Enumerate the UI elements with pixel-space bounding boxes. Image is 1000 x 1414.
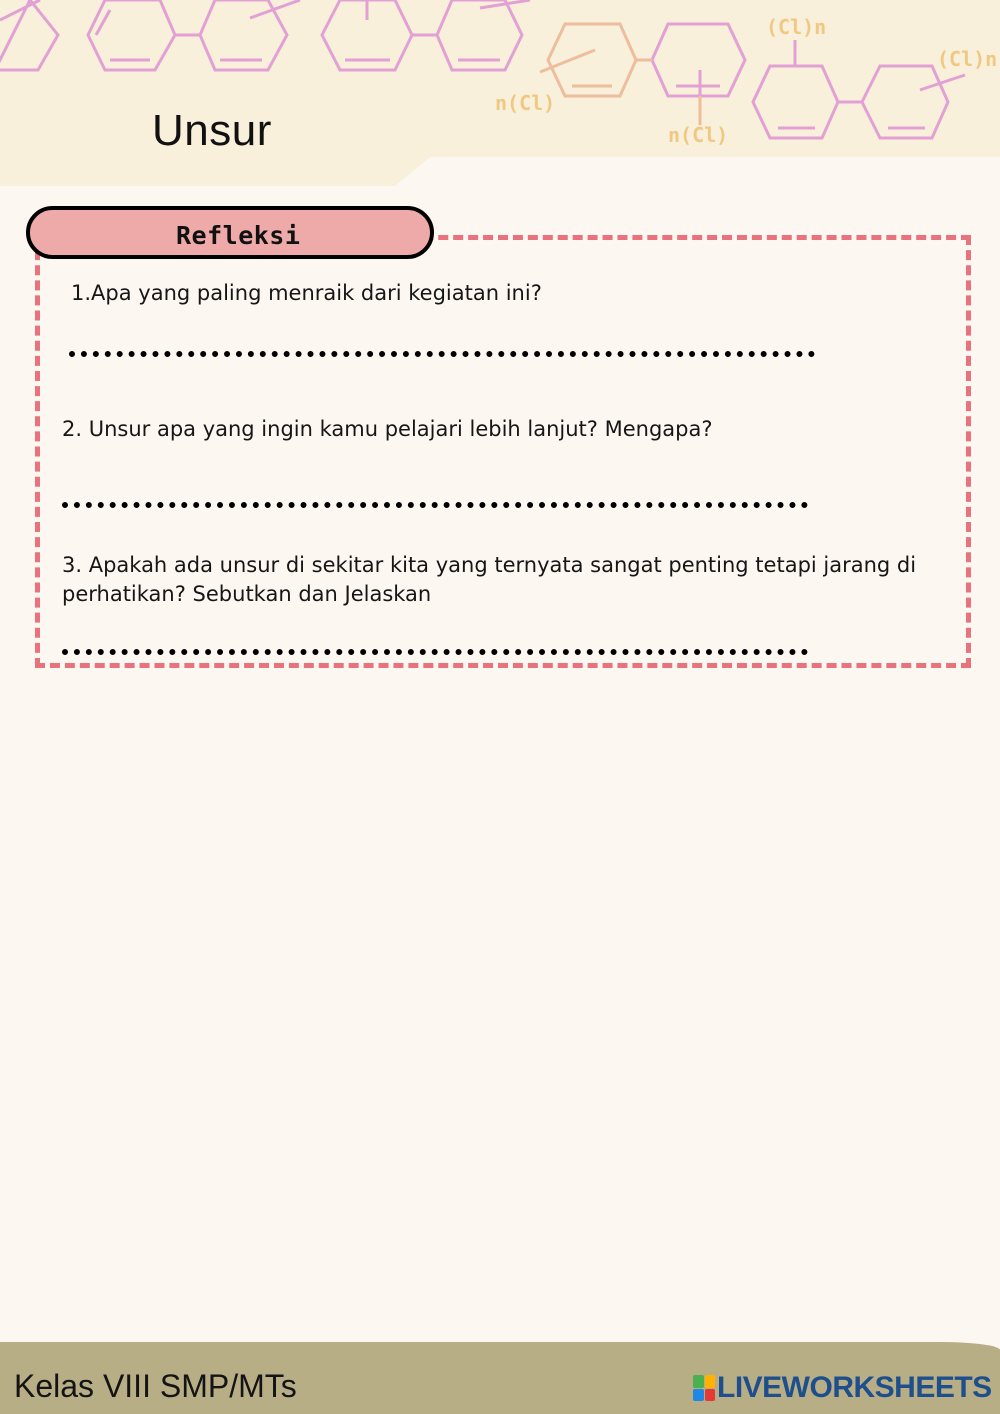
liveworksheets-logo [693,1372,992,1404]
molecule-label-2: (Cl)n [937,47,998,71]
molecule-label-1: (Cl)n [766,15,827,39]
answer-line-2[interactable] [62,502,808,508]
molecule-label-3: n(Cl) [495,91,556,115]
question-1: 1.Apa yang paling menraik dari kegiatan ini? [71,281,542,305]
footer-class-label: Kelas VIII SMP/MTs [14,1368,297,1404]
section-heading-pill [26,206,434,259]
section-heading: Refleksi [176,221,301,250]
answer-line-3[interactable] [62,649,808,655]
liveworksheets-brand: LIVEWORKSHEETS [717,1371,992,1404]
question-3: 3. Apakah ada unsur di sekitar kita yang ternyata sangat penting tetapi jarang di perhatikan? Sebutkan dan Jelaskan [62,553,917,606]
header-decoration [0,0,1000,190]
answer-line-1[interactable] [69,351,815,357]
chemical-labels [0,0,1000,190]
liveworksheets-icon [693,1375,715,1401]
question-2: 2. Unsur apa yang ingin kamu pelajari lebih lanjut? Mengapa? [62,417,713,441]
molecule-label-4: n(Cl) [668,123,729,147]
page-title: Unsur [152,106,272,155]
